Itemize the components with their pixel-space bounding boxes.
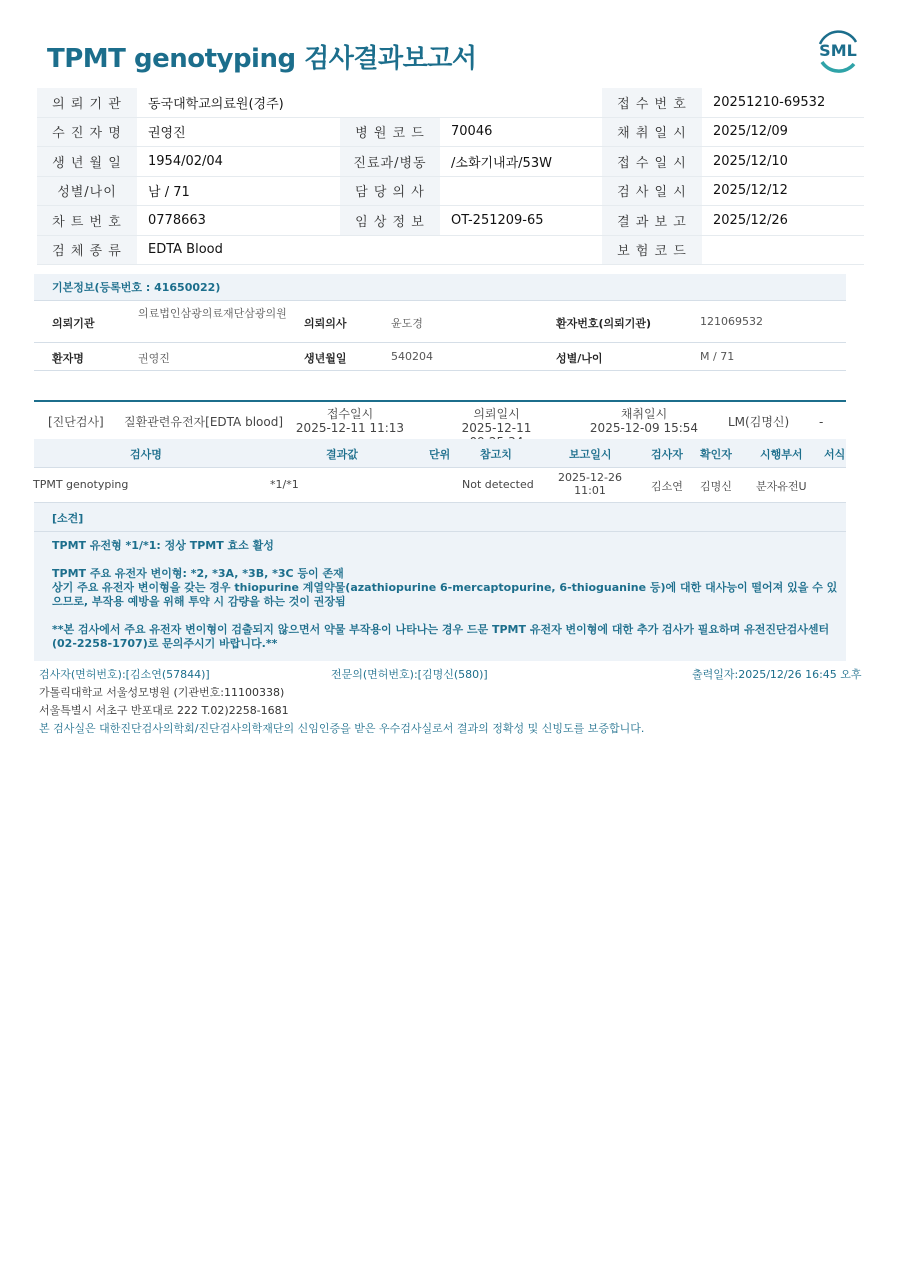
basic-value: 121069532: [700, 315, 763, 328]
exam-collected: [589, 407, 699, 435]
col-dept: 시행부서: [760, 448, 803, 461]
sml-logo: [814, 30, 862, 74]
collected-value: 2025-12-09 15:54: [589, 421, 699, 435]
label-collection-date: 채 취 일 시: [602, 117, 702, 147]
exam-received: [292, 407, 408, 435]
value-clinical-info: OT-251209-65: [440, 206, 602, 236]
col-test-name: 검사명: [130, 448, 162, 461]
label-clinical-info: 임 상 정 보: [340, 206, 440, 236]
value-sex-age: 남 / 71: [137, 176, 340, 206]
value-chart-no: 0778663: [137, 206, 340, 236]
label-department: 진료과/병동: [340, 147, 440, 177]
label-requesting-org: 의 뢰 기 관: [37, 88, 137, 117]
collected-label: 채취일시: [620, 407, 668, 421]
value-hospital-code: 70046: [440, 117, 602, 147]
label-result-report: 결 과 보 고: [602, 206, 702, 236]
opinion-line: 상기 주요 유전자 변이형을 갖는 경우 thiopurine 계열약물(azathiopurine 6-mercaptopurine, 6-thioguanine 등)에 대한 대사능이 떨어져 있을 수 있으므로, 부작용 예방을 위해 투약 시 감량을 하는 것이 권장됨: [52, 581, 838, 608]
basic-info-row: [34, 343, 846, 371]
received-label: 접수일시: [326, 407, 374, 421]
value-test-date: 2025/12/12: [702, 176, 864, 206]
basic-value: 권영진: [138, 352, 170, 365]
report-title: TPMT genotyping 검사결과보고서: [47, 44, 477, 74]
label-specimen-type: 검 체 종 류: [37, 235, 137, 265]
basic-info-title: 기본정보(등록번호 : 41650022): [52, 281, 221, 294]
table-row: [37, 117, 864, 147]
exam-category: [진단검사]: [48, 415, 104, 429]
requested-label: 의뢰일시: [473, 407, 520, 421]
basic-info-row: [34, 301, 846, 343]
table-row: [37, 147, 864, 177]
result-checker: 김명신: [700, 480, 732, 493]
result-dept: 분자유전U: [756, 480, 807, 493]
col-unit: 단위: [429, 448, 451, 461]
value-birth-date: 1954/02/04: [137, 147, 340, 177]
opinion-body: [52, 539, 842, 651]
col-reference: 참고치: [480, 448, 512, 461]
exam-summary-row: [34, 400, 846, 441]
result-reference: Not detected: [462, 478, 534, 491]
value-department: /소화기내과/53W: [440, 147, 602, 177]
col-form: 서식: [824, 448, 846, 461]
received-value: 2025-12-11 11:13: [295, 421, 405, 435]
col-report-date: 보고일시: [569, 448, 612, 461]
result-tester: 김소연: [651, 480, 683, 493]
opinion-section: [34, 503, 846, 661]
col-checker: 확인자: [700, 448, 732, 461]
value-requesting-org: 동국대학교의료원(경주): [137, 88, 602, 117]
report-time: 11:01: [574, 484, 606, 497]
basic-key: 성별/나이: [556, 352, 603, 365]
basic-value: 540204: [391, 350, 433, 363]
table-row: [37, 176, 864, 206]
label-attending-doctor: 담 당 의 사: [340, 176, 440, 206]
label-insurance-code: 보 험 코 드: [602, 235, 702, 265]
table-row: [34, 468, 846, 503]
footer-address: 서울특별시 서초구 반포대로 222 T.02)2258-1681: [39, 704, 289, 717]
basic-key: 생년월일: [304, 352, 347, 365]
opinion-line: TPMT 유전형 *1/*1: 정상 TPMT 효소 활성: [52, 539, 274, 552]
label-birth-date: 생 년 월 일: [37, 147, 137, 177]
opinion-title: [소견]: [52, 512, 84, 525]
opinion-line: **본 검사에서 주요 유전자 변이형이 검출되지 않으면서 약물 부작용이 나타나는 경우 드문 TPMT 유전자 변이형에 대한 추가 검사가 필요하며 유전진단검사센터(02-2258-1707)로 문의주시기 바랍니다.**: [52, 623, 830, 650]
result-report-datetime: [554, 471, 626, 497]
footer-tester: 검사자(면허번호):[김소연(57844)]: [39, 668, 210, 681]
result-value: *1/*1: [270, 478, 299, 491]
label-sex-age: 성별/나이: [37, 176, 137, 206]
value-patient-name: 권영진: [137, 117, 340, 147]
logo-text: SML: [819, 41, 857, 60]
footer-specialist: 전문의(면허번호):[김명신(580)]: [331, 668, 488, 681]
value-receipt-no: 20251210-69532: [702, 88, 864, 117]
opinion-header: [34, 503, 846, 532]
basic-key: 환자명: [52, 352, 84, 365]
patient-info-table: [37, 88, 864, 265]
value-insurance-code: [702, 235, 864, 265]
table-row: [37, 88, 864, 117]
table-row: [37, 235, 864, 265]
exam-dash: -: [819, 415, 824, 429]
value-receipt-date: 2025/12/10: [702, 147, 864, 177]
label-receipt-no: 접 수 번 호: [602, 88, 702, 117]
basic-key: 환자번호(의뢰기관): [556, 317, 652, 330]
basic-key: 의뢰의사: [304, 317, 347, 330]
label-chart-no: 차 트 번 호: [37, 206, 137, 236]
footer-certification: 본 검사실은 대한진단검사의학회/진단검사의학재단의 신임인증을 받은 우수검사실로서 결과의 정확성 및 신빙도를 보증합니다.: [39, 722, 645, 735]
basic-value: 윤도경: [391, 317, 423, 330]
exam-name: 질환관련유전자[EDTA blood]: [124, 415, 284, 429]
col-result: 결과값: [326, 448, 358, 461]
label-hospital-code: 병 원 코 드: [340, 117, 440, 147]
opinion-line: TPMT 주요 유전자 변이형: *2, *3A, *3B, *3C 등이 존재: [52, 567, 344, 580]
requested-value: 2025-12-11: [461, 421, 532, 435]
label-test-date: 검 사 일 시: [602, 176, 702, 206]
result-column-header: [34, 439, 846, 468]
value-result-report: 2025/12/26: [702, 206, 864, 236]
footer-printed: 출력일자:2025/12/26 16:45 오후: [692, 668, 862, 681]
table-row: [37, 206, 864, 236]
label-receipt-date: 접 수 일 시: [602, 147, 702, 177]
value-attending-doctor: [440, 176, 602, 206]
value-collection-date: 2025/12/09: [702, 117, 864, 147]
basic-value: 의료법인삼광의료재단삼광의원: [138, 307, 287, 320]
col-tester: 검사자: [651, 448, 683, 461]
report-date: 2025-12-26: [558, 471, 622, 484]
result-test-name: TPMT genotyping: [33, 478, 129, 491]
exam-lm: LM(김명신): [728, 415, 790, 429]
footer-hospital: 가톨릭대학교 서울성모병원 (기관번호:11100338): [39, 686, 285, 699]
basic-value: M / 71: [700, 350, 735, 363]
label-patient-name: 수 진 자 명: [37, 117, 137, 147]
value-specimen-type: EDTA Blood: [137, 235, 602, 265]
basic-info-header: [34, 274, 846, 301]
basic-key: 의뢰기관: [52, 317, 95, 330]
